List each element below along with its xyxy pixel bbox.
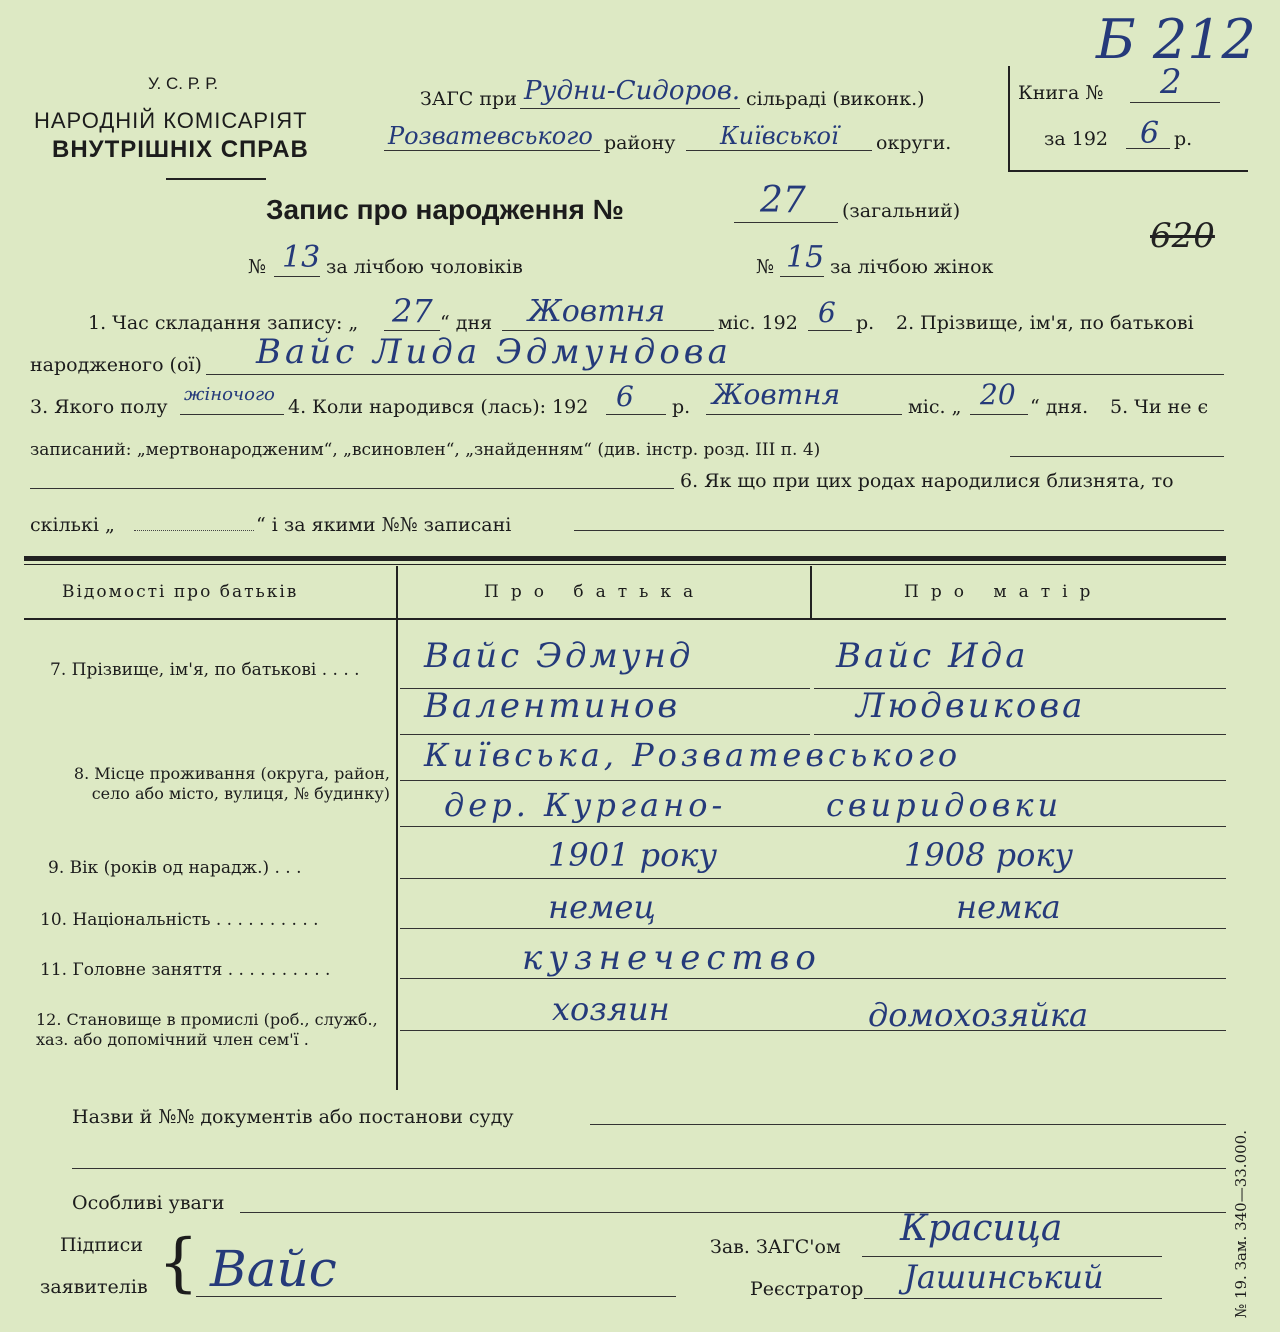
- field-1-year: 6: [818, 296, 836, 329]
- zags-village: Рудни-Сидоров.: [524, 76, 741, 106]
- zags-district-label: району: [604, 132, 676, 154]
- male-label: за лічбою чоловіків: [326, 256, 523, 278]
- field-2-name: Вайс Лида Эдмундова: [256, 332, 732, 372]
- field-1-day-suffix: “ дня: [440, 312, 493, 334]
- book-extra-number: 620: [1150, 216, 1215, 256]
- field-5-label: 5. Чи не є: [1110, 396, 1209, 418]
- row-label-8: 8. Місце проживання (округа, район, село або місто, вулиця, № будинку): [73, 764, 390, 803]
- field-1-mis: міс. 192: [718, 312, 798, 334]
- father-patronymic: Валентинов: [424, 686, 681, 726]
- mother-residence-2: свиридовки: [826, 786, 1063, 824]
- record-title-suffix: (загальний): [842, 200, 961, 222]
- father-residence-2: дер. Курганo-: [444, 786, 727, 824]
- registrar-label: Реєстратор: [750, 1278, 864, 1300]
- col-header-mother: Про матір: [904, 582, 1103, 602]
- zags-district: Розватевського: [388, 122, 593, 150]
- row-label-7: 7. Прізвище, ім'я, по батькові . . . .: [50, 660, 360, 680]
- print-mark: № 19. Зам. 340—33.000.: [1232, 1130, 1250, 1318]
- field-1-r: р.: [856, 312, 875, 334]
- field-6-label-3: “ і за якими №№ записані: [256, 514, 512, 536]
- registrar-signature: Јашинський: [904, 1258, 1104, 1296]
- docs-label: Назви й №№ документів або постанови суду: [72, 1106, 514, 1128]
- book-label: Книга №: [1018, 82, 1104, 104]
- field-3-label: 3. Якого полу: [30, 396, 168, 418]
- book-number: 2: [1160, 62, 1182, 102]
- row-label-11: 11. Головне заняття . . . . . . . . . .: [40, 960, 331, 980]
- field-1-label: 1. Час складання запису: „: [88, 312, 359, 334]
- field-4-month: Жовтня: [712, 378, 841, 411]
- field-4-year: 6: [616, 380, 634, 413]
- mother-patronymic: Людвикова: [856, 686, 1086, 726]
- zags-prefix: ЗАГС при: [420, 88, 517, 110]
- father-age: 1901 року: [548, 836, 718, 874]
- field-3-value: жіночого: [184, 384, 275, 405]
- field-6-label-2: скількі „: [30, 514, 115, 536]
- male-prefix: №: [248, 256, 266, 278]
- field-4-day: 20: [980, 378, 1016, 411]
- father-name: Вайс Эдмунд: [424, 636, 694, 676]
- archive-mark: Б 212: [1096, 8, 1256, 71]
- field-2-label-2: народженого (ої): [30, 354, 202, 376]
- head-label: Зав. ЗАГС'ом: [710, 1236, 841, 1258]
- row-label-10: 10. Національність . . . . . . . . . .: [40, 910, 319, 930]
- record-number: 27: [760, 180, 806, 221]
- commissariat-line-1: НАРОДНІЙ КОМІСАРІЯТ: [34, 108, 308, 133]
- head-signature: Красица: [900, 1208, 1063, 1249]
- zags-village-suffix: сільраді (виконк.): [746, 88, 925, 110]
- field-6-label: 6. Як що при цих родах народилися близнята, то: [680, 470, 1174, 492]
- book-year-digit: 6: [1140, 116, 1160, 151]
- mother-position: домохозяйка: [868, 996, 1089, 1034]
- row-label-9: 9. Вік (років од нарадж.) . . .: [48, 858, 302, 878]
- applicant-signature: Вайс: [210, 1240, 337, 1298]
- col-header-parents: Відомості про батьків: [62, 582, 299, 602]
- male-number: 13: [282, 240, 321, 275]
- mother-nationality: немка: [956, 888, 1061, 926]
- mother-age: 1908 року: [904, 836, 1074, 874]
- mother-name: Вайс Ида: [836, 636, 1029, 676]
- applicants-label: заявителів: [40, 1276, 148, 1298]
- field-4-mis: міс. „: [908, 396, 962, 418]
- field-4-day-suffix: “ дня.: [1030, 396, 1089, 418]
- field-1-month: Жовтня: [528, 294, 666, 329]
- residence-line-1: Київська, Розватевського: [424, 736, 962, 774]
- female-label: за лічбою жінок: [830, 256, 994, 278]
- state-abbrev: У. С. Р. Р.: [148, 74, 219, 93]
- field-5-label-2: записаний: „мертвонародженим“, „всиновлен“, „знайденням“ (див. інстр. розд. III п. 4): [30, 440, 821, 460]
- book-year-suffix: р.: [1174, 128, 1193, 150]
- field-4-label: 4. Коли народився (лась): 192: [288, 396, 589, 418]
- commissariat-line-2: ВНУТРІШНІХ СПРАВ: [52, 136, 309, 163]
- book-year-prefix: за 192: [1044, 128, 1108, 150]
- father-nationality: немец: [548, 888, 656, 926]
- father-position: хозяин: [552, 990, 670, 1028]
- brace: {: [158, 1226, 199, 1300]
- female-number: 15: [786, 240, 825, 275]
- zags-okrug: Київської: [720, 122, 839, 150]
- occupation: кузнечество: [522, 938, 822, 978]
- signatures-label: Підписи: [60, 1234, 143, 1256]
- zags-okrug-label: округи.: [876, 132, 952, 154]
- col-header-father: Про батька: [484, 582, 706, 602]
- field-2-label: 2. Прізвище, ім'я, по батькові: [896, 312, 1194, 334]
- row-label-12: 12. Становище в промислі (роб., служб., хаз. або допомічний член сем'ї .: [36, 1010, 378, 1049]
- female-prefix: №: [756, 256, 774, 278]
- field-1-day: 27: [392, 292, 433, 330]
- notes-label: Особливі уваги: [72, 1192, 225, 1214]
- field-4-r: р.: [672, 396, 691, 418]
- record-title: Запис про народження №: [266, 194, 624, 225]
